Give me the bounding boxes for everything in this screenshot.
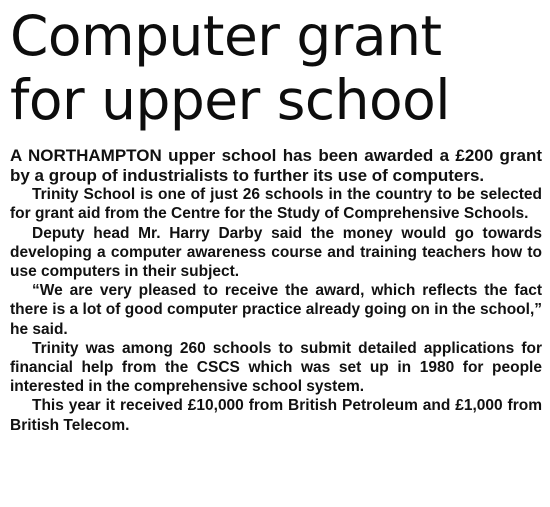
headline-line-2: for upper school — [10, 68, 451, 132]
article-paragraph: “We are very pleased to receive the award, which reflects the fact there is a lot of good computer practice already going on in the school,” he said. — [10, 282, 542, 338]
article-paragraph-lead: A NORTHAMPTON upper school has been awarded a £200 grant by a group of industrialists to further its use of computers. — [10, 146, 542, 185]
article-paragraph: Trinity School is one of just 26 schools in the country to be selected for grant aid from the Centre for the Study of Comprehensive Schools. — [10, 186, 542, 223]
headline — [10, 4, 542, 132]
article-paragraph: This year it received £10,000 from British Petroleum and £1,000 from British Telecom. — [10, 397, 542, 434]
article-paragraph: Deputy head Mr. Harry Darby said the money would go towards developing a computer awareness course and training teachers how to use computers in their subject. — [10, 224, 542, 280]
article-paragraph: Trinity was among 260 schools to submit detailed applications for financial help from the CSCS which was set up in 1980 for people interested in the comprehensive school system. — [10, 339, 542, 396]
headline-line-1: Computer grant — [10, 4, 442, 68]
article-body — [10, 146, 542, 435]
